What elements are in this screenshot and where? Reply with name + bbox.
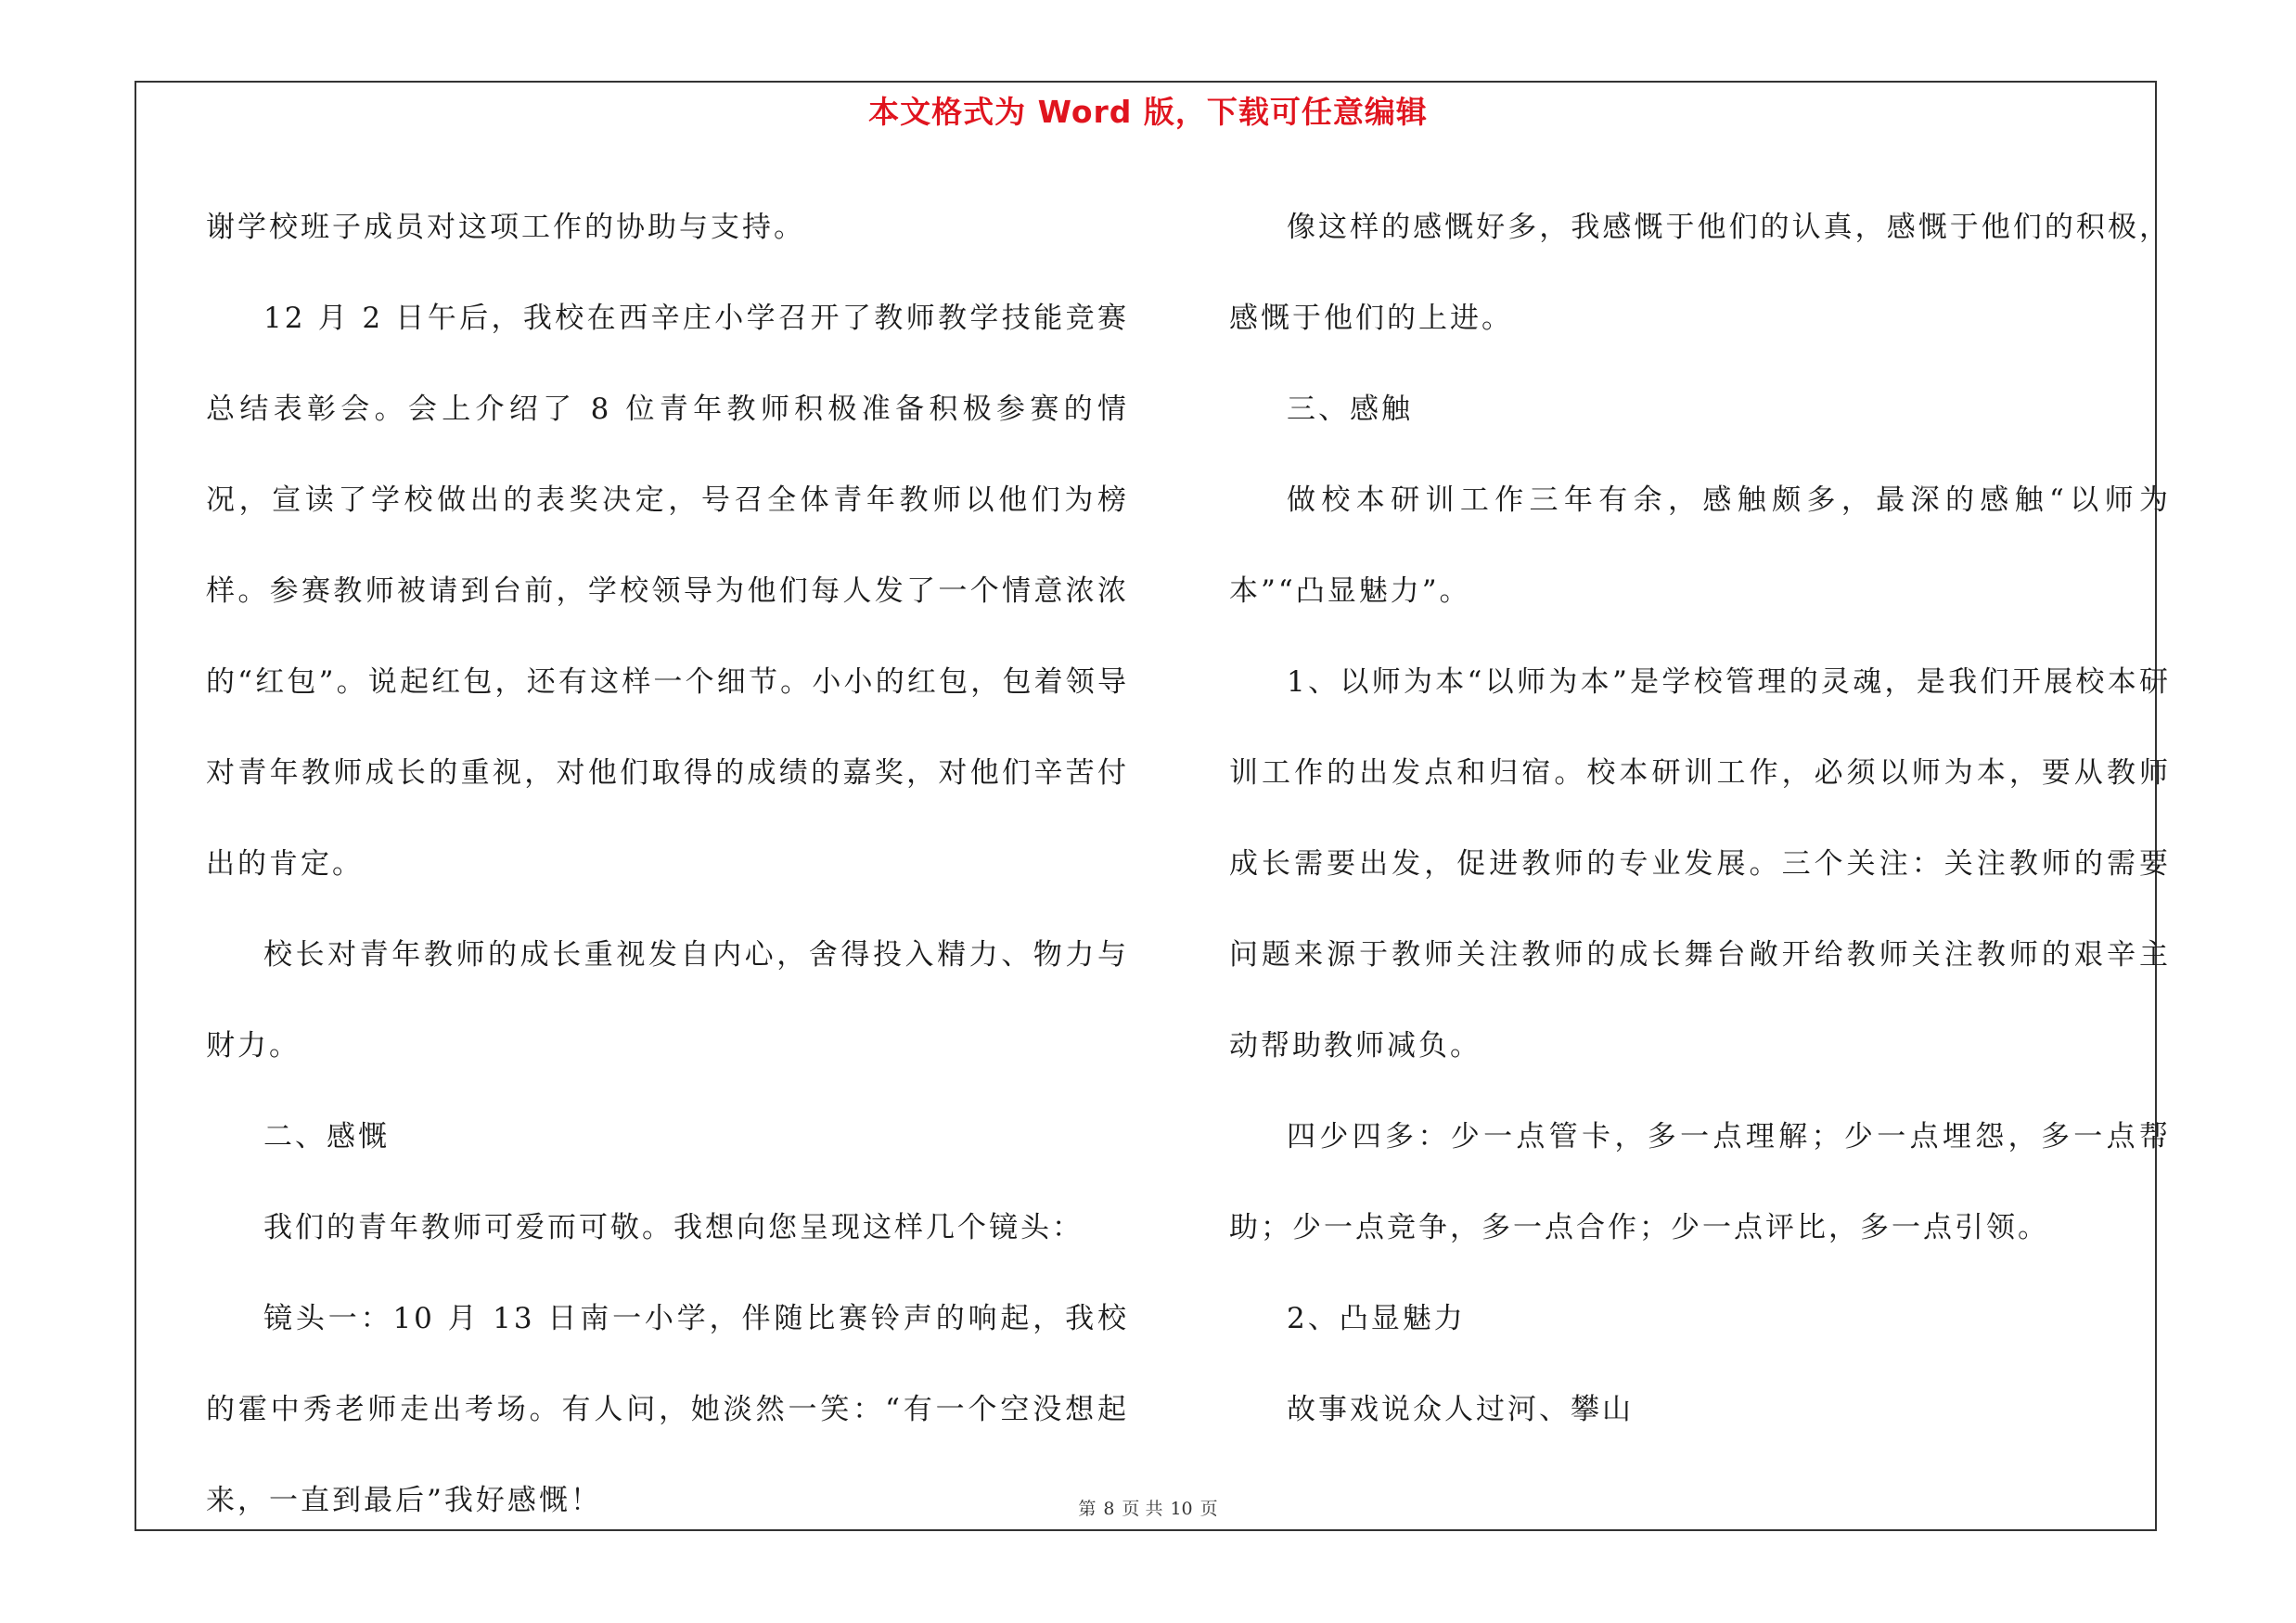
section-heading: 三、感触 bbox=[1287, 393, 1413, 426]
footer-middle: 页 共 bbox=[1122, 1499, 1163, 1519]
footer-suffix: 页 bbox=[1199, 1499, 1218, 1519]
section-heading: 二、感慨 bbox=[263, 1120, 390, 1153]
footer-prefix: 第 bbox=[1078, 1499, 1097, 1519]
paragraph: 我们的青年教师可爱而可敬。我想向您呈现这样几个镜头： bbox=[263, 1211, 1084, 1244]
paragraph: 镜头一：10 月 13 日南一小学，伴随比赛铃声的响起，我校的霍中秀老师走出考场。有人问，她淡然一笑：“有一个空没想起来，一直到最后”我好感慨！ bbox=[206, 1302, 1129, 1517]
paragraph: 谢学校班子成员对这项工作的协助与支持。 bbox=[206, 211, 805, 244]
section-heading: 2、凸显魅力 bbox=[1287, 1302, 1466, 1335]
paragraph: 像这样的感慨好多，我感慨于他们的认真，感慨于他们的积极，感慨于他们的上进。 bbox=[1229, 211, 2171, 335]
paragraph: 1、以师为本“以师为本”是学校管理的灵魂，是我们开展校本研训工作的出发点和归宿。校本研训工作，必须以师为本，要从教师成长需要出发，促进教师的专业发展。三个关注：关注教师的需要问题来源于教师关注教师的成长舞台敞开给教师关注教师的艰辛主动帮助教师减负。 bbox=[1229, 665, 2171, 1063]
left-column bbox=[206, 182, 1129, 1546]
footer-total-pages: 10 bbox=[1170, 1499, 1193, 1519]
paragraph: 12 月 2 日午后，我校在西辛庄小学召开了教师教学技能竞赛总结表彰会。会上介绍了 8 位青年教师积极准备积极参赛的情况，宣读了学校做出的表奖决定，号召全体青年教师以他们为榜样。参赛教师被请到台前，学校领导为他们每人发了一个情意浓浓的“红包”。说起红包，还有这样一个细节。小小的红包，包着领导对青年教师成长的重视，对他们取得的成绩的嘉奖，对他们辛苦付出的肯定。 bbox=[206, 302, 1129, 881]
paragraph: 做校本研训工作三年有余，感触颇多，最深的感触“以师为本”“凸显魅力”。 bbox=[1229, 483, 2171, 608]
right-column bbox=[1229, 182, 2171, 1455]
footer-current-page: 8 bbox=[1103, 1499, 1115, 1519]
page-footer bbox=[0, 1495, 2296, 1520]
paragraph: 校长对青年教师的成长重视发自内心，舍得投入精力、物力与财力。 bbox=[206, 938, 1129, 1063]
paragraph: 四少四多：少一点管卡，多一点理解；少一点埋怨，多一点帮助；少一点竞争，多一点合作；少一点评比，多一点引领。 bbox=[1229, 1120, 2171, 1244]
paragraph: 故事戏说众人过河、攀山 bbox=[1287, 1393, 1634, 1426]
header-banner: 本文格式为 Word 版，下载可任意编辑 bbox=[868, 94, 1428, 130]
